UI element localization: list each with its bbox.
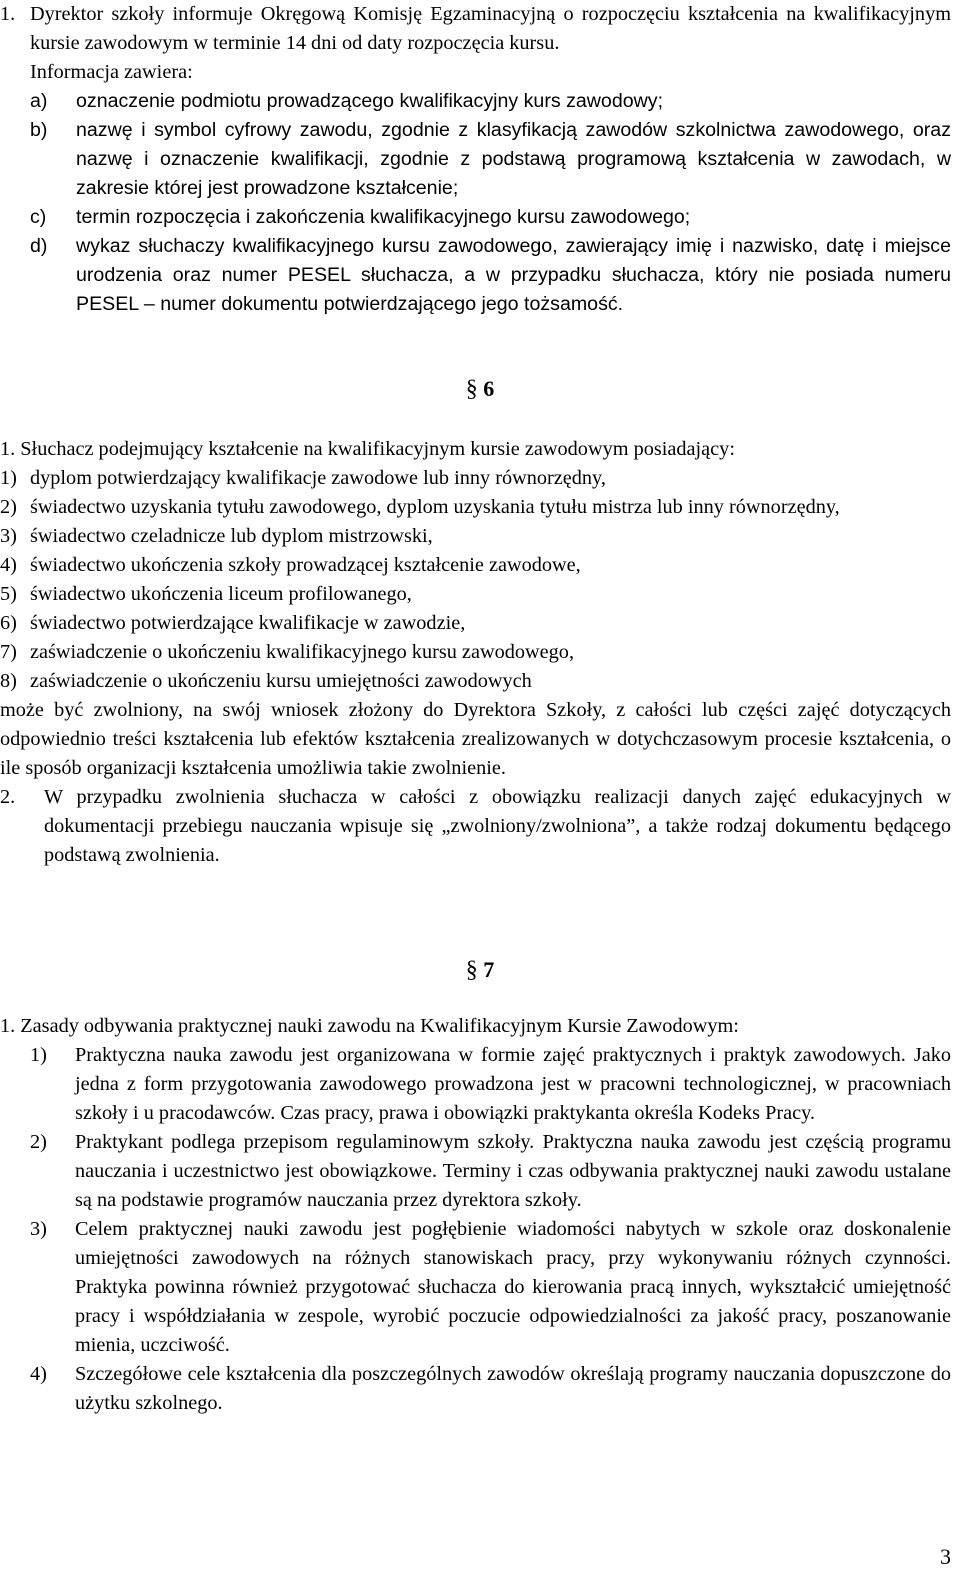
list-item-text: zaświadczenie o ukończeniu kwalifikacyjnego kursu zawodowego, <box>30 641 575 663</box>
s5-paragraph-1 <box>0 0 951 319</box>
s5-p1-body <box>30 0 951 319</box>
s7-lead: 1. Zasady odbywania praktycznej nauki zawodu na Kwalifikacyjnym Kursie Zawodowym: <box>0 1015 739 1037</box>
list-item <box>0 1360 951 1418</box>
list-item-text: termin rozpoczęcia i zakończenia kwalifikacyjnego kursu zawodowego; <box>76 206 691 228</box>
list-item-marker: a) <box>30 90 48 112</box>
list-item <box>0 609 951 638</box>
section-heading-7 <box>0 955 960 985</box>
list-item-marker: 4) <box>0 554 17 576</box>
list-item-text: Szczegółowe cele kształcenia dla poszczególnych zawodów określają programy nauczania dopuszczone do użytku szkolnego. <box>75 1363 951 1414</box>
list-item-text: dyplom potwierdzający kwalifikacje zawodowe lub inny równorzędny, <box>30 467 606 489</box>
list-item <box>0 522 951 551</box>
list-item <box>30 203 951 232</box>
section-sign: § <box>465 376 478 402</box>
s6-paragraph-1 <box>0 435 951 870</box>
s6-p2-number: 2. <box>0 786 16 808</box>
list-item-text: świadectwo ukończenia liceum profilowanego, <box>30 583 412 605</box>
s6-p2-text: W przypadku zwolnienia słuchacza w całości z obowiązku realizacji danych zajęć edukacyjnych w dokumentacji przebiegu nauczania wpisuje się „zwolniony/zwolniona”, a także rodzaj dokumentu będącego podstawą zwolnienia. <box>44 786 951 866</box>
list-item-text: świadectwo potwierdzające kwalifikacje w zawodzie, <box>30 612 466 634</box>
list-item-marker: 2) <box>0 496 17 518</box>
s7-list <box>0 1041 951 1418</box>
list-item <box>0 580 951 609</box>
section-sign: § <box>465 957 478 983</box>
list-item-text: zaświadczenie o ukończeniu kursu umiejętności zawodowych <box>30 670 532 692</box>
list-item-text: wykaz słuchaczy kwalifikacyjnego kursu zawodowego, zawierający imię i nazwisko, datę i miejsce urodzenia oraz numer PESEL słuchacza, a w przypadku słuchacza, który nie posiada numeru PESEL – numer dokumentu potwierdzającego jego tożsamość. <box>76 235 951 315</box>
list-item-text: nazwę i symbol cyfrowy zawodu, zgodnie z klasyfikacją zawodów szkolnictwa zawodowego, oraz nazwę i oznaczenie kwalifikacji, zgodnie z podstawą programową kształcenia w zawodach, w zakresie której jest prowadzone kształcenie; <box>76 119 951 199</box>
s5-p1-list <box>30 87 951 319</box>
list-item-marker: 3) <box>0 525 17 547</box>
list-item-marker: 7) <box>0 641 17 663</box>
section-number: 6 <box>483 376 495 401</box>
list-item <box>30 87 951 116</box>
list-item-text: oznaczenie podmiotu prowadzącego kwalifikacyjny kurs zawodowy; <box>76 90 664 112</box>
list-item-marker: 1) <box>30 1044 47 1066</box>
list-item <box>0 667 951 696</box>
list-item-marker: 8) <box>0 670 17 692</box>
list-item-marker: 5) <box>0 583 17 605</box>
list-item-marker: 1) <box>0 467 17 489</box>
section-number: 7 <box>483 957 495 982</box>
s6-p1-tail: może być zwolniony, na swój wniosek złożony do Dyrektora Szkoły, z całości lub części zajęć dotyczących odpowiednio treści kształcenia lub efektów kształcenia zrealizowanych w dotychczasowym procesie kształcenia, o ile sposób organizacji kształcenia umożliwia takie zwolnienie. <box>0 699 951 779</box>
list-item <box>0 1215 951 1360</box>
page-number: 3 <box>940 1544 951 1569</box>
s5-p1-row <box>0 0 951 319</box>
s5-p1-intro: Informacja zawiera: <box>30 61 193 83</box>
s7-paragraph-1 <box>0 1012 951 1418</box>
list-item <box>0 464 951 493</box>
list-item-marker: b) <box>30 119 48 141</box>
list-item-marker: d) <box>30 235 48 257</box>
list-item-marker: c) <box>30 206 47 228</box>
list-item-text: świadectwo ukończenia szkoły prowadzącej kształcenie zawodowe, <box>30 554 581 576</box>
list-item <box>0 493 951 522</box>
list-item-text: świadectwo czeladnicze lub dyplom mistrzowski, <box>30 525 433 547</box>
s6-paragraph-2 <box>0 783 951 870</box>
list-item <box>0 1041 951 1128</box>
s5-p1-text: Dyrektor szkoły informuje Okręgową Komisję Egzaminacyjną o rozpoczęciu kształcenia na kwalifikacyjnym kursie zawodowym w terminie 14 dni od daty rozpoczęcia kursu. <box>30 3 951 54</box>
list-item-text: Praktyczna nauka zawodu jest organizowana w formie zajęć praktycznych i praktyk zawodowych. Jako jedna z form przygotowania zawodowego prowadzona jest w pracowni technologicznej, w pracowniach szkoły i u pracodawców. Czas pracy, prawa i obowiązki praktykanta określa Kodeks Pracy. <box>75 1044 951 1124</box>
list-item-marker: 2) <box>30 1131 47 1153</box>
list-item <box>0 551 951 580</box>
list-item <box>0 638 951 667</box>
list-item-marker: 6) <box>0 612 17 634</box>
list-item <box>0 1128 951 1215</box>
list-item-marker: 3) <box>30 1218 47 1240</box>
list-item-text: świadectwo uzyskania tytułu zawodowego, dyplom uzyskania tytułu mistrza lub inny równorzędny, <box>30 496 840 518</box>
s6-p1-list <box>0 464 951 696</box>
list-item <box>30 232 951 319</box>
section-heading-6 <box>0 374 960 404</box>
s6-p1-lead: 1. Słuchacz podejmujący kształcenie na kwalifikacyjnym kursie zawodowym posiadający: <box>0 438 735 460</box>
s5-p1-number: 1. <box>0 3 16 25</box>
list-item <box>30 116 951 203</box>
list-item-text: Celem praktycznej nauki zawodu jest pogłębienie wiadomości nabytych w szkole oraz doskonalenie umiejętności zawodowych na różnych stanowiskach pracy, przy wykonywaniu różnych czynności. Praktyka powinna również przygotować słuchacza do kierowania pracą innych, wykształcić umiejętność pracy i współdziałania w zespole, wyrobić poczucie odpowiedzialności za jakość pracy, poszanowanie mienia, uczciwość. <box>75 1218 951 1356</box>
list-item-marker: 4) <box>30 1363 47 1385</box>
list-item-text: Praktykant podlega przepisom regulaminowym szkoły. Praktyczna nauka zawodu jest częścią programu nauczania i uczestnictwo jest obowiązkowe. Terminy i czas odbywania praktycznej nauki zawodu ustalane są na podstawie programów nauczania przez dyrektora szkoły. <box>75 1131 951 1211</box>
